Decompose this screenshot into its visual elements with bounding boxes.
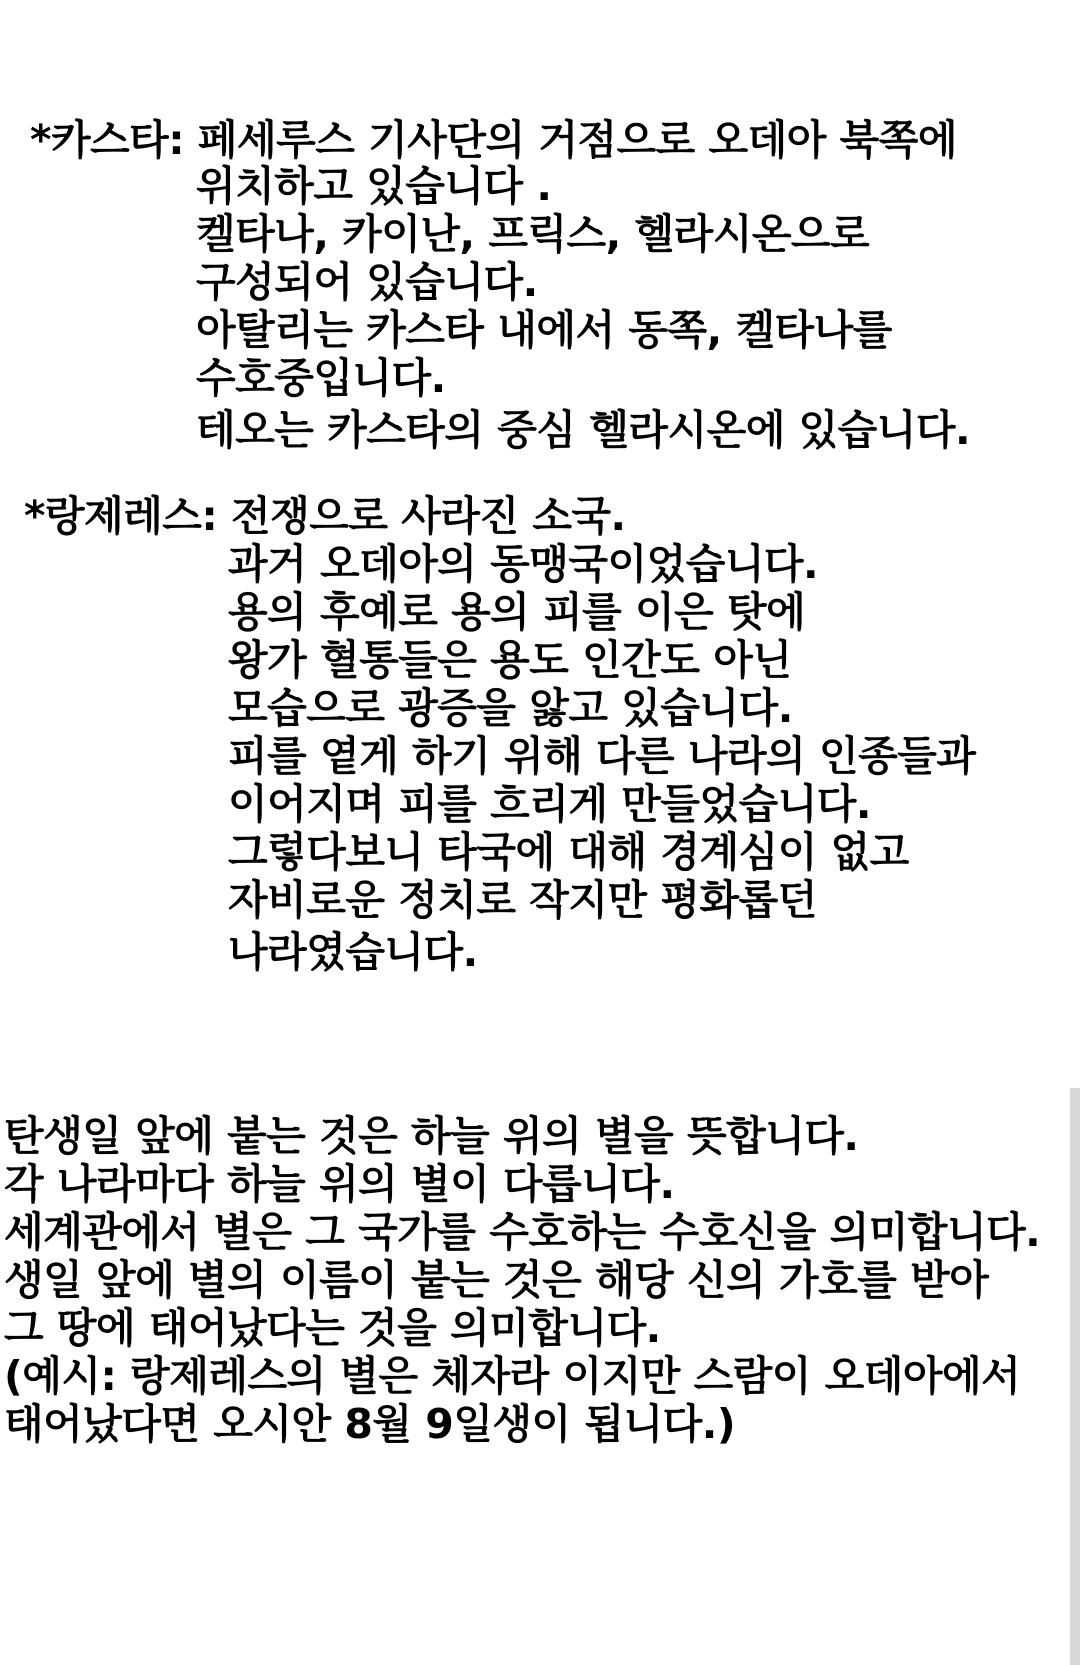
castar-line: 수호중입니다. (196, 354, 446, 402)
langzeres-line: 나라였습니다. (228, 928, 478, 976)
birth-star-line: 태어났다면 오시안 8월 9일생이 됩니다.) (4, 1400, 736, 1448)
castar-line: 위치하고 있습니다 . (196, 162, 552, 210)
castar-line: 테오는 카스타의 중심 헬라시온에 있습니다. (196, 406, 971, 454)
langzeres-line: 이어지며 피를 흐리게 만들었습니다. (228, 780, 871, 828)
castar-line: 구성되어 있습니다. (196, 258, 538, 306)
birth-star-line: 탄생일 앞에 붙는 것은 하늘 위의 별을 뜻합니다. (4, 1112, 859, 1160)
birth-star-line: 각 나라마다 하늘 위의 별이 다릅니다. (4, 1160, 675, 1208)
langzeres-line: 용의 후예로 용의 피를 이은 탓에 (228, 588, 806, 636)
birth-star-line: 세계관에서 별은 그 국가를 수호하는 수호신을 의미합니다. (4, 1208, 1041, 1256)
birth-star-line: 생일 앞에 별의 이름이 붙는 것은 해당 신의 가호를 받아 (4, 1256, 989, 1304)
birth-star-line: 그 땅에 태어났다는 것을 의미합니다. (4, 1304, 661, 1352)
langzeres-line: 자비로운 정치로 작지만 평화롭던 (228, 876, 817, 924)
scrollbar[interactable] (1070, 1088, 1080, 1665)
langzeres-line: 모습으로 광증을 앓고 있습니다. (228, 684, 793, 732)
langzeres-line: 과거 오데아의 동맹국이었습니다. (228, 540, 819, 588)
langzeres-line: 왕가 혈통들은 용도 인간도 아닌 (228, 636, 792, 684)
castar-line: 아탈리는 카스타 내에서 동쪽, 켈타나를 (196, 306, 892, 354)
langzeres-line: 피를 옅게 하기 위해 다른 나라의 인종들과 (228, 732, 976, 780)
castar-line: 켈타나, 카이난, 프릭스, 헬라시온으로 (196, 210, 870, 258)
castar-heading: *카스타: 페세루스 기사단의 거점으로 오데아 북쪽에 (30, 116, 957, 164)
langzeres-heading: *랑제레스: 전쟁으로 사라진 소국. (24, 492, 626, 540)
langzeres-line: 그렇다보니 타국에 대해 경계심이 없고 (228, 828, 909, 876)
birth-star-line: (예시: 랑제레스의 별은 체자라 이지만 스람이 오데아에서 (4, 1352, 1021, 1400)
